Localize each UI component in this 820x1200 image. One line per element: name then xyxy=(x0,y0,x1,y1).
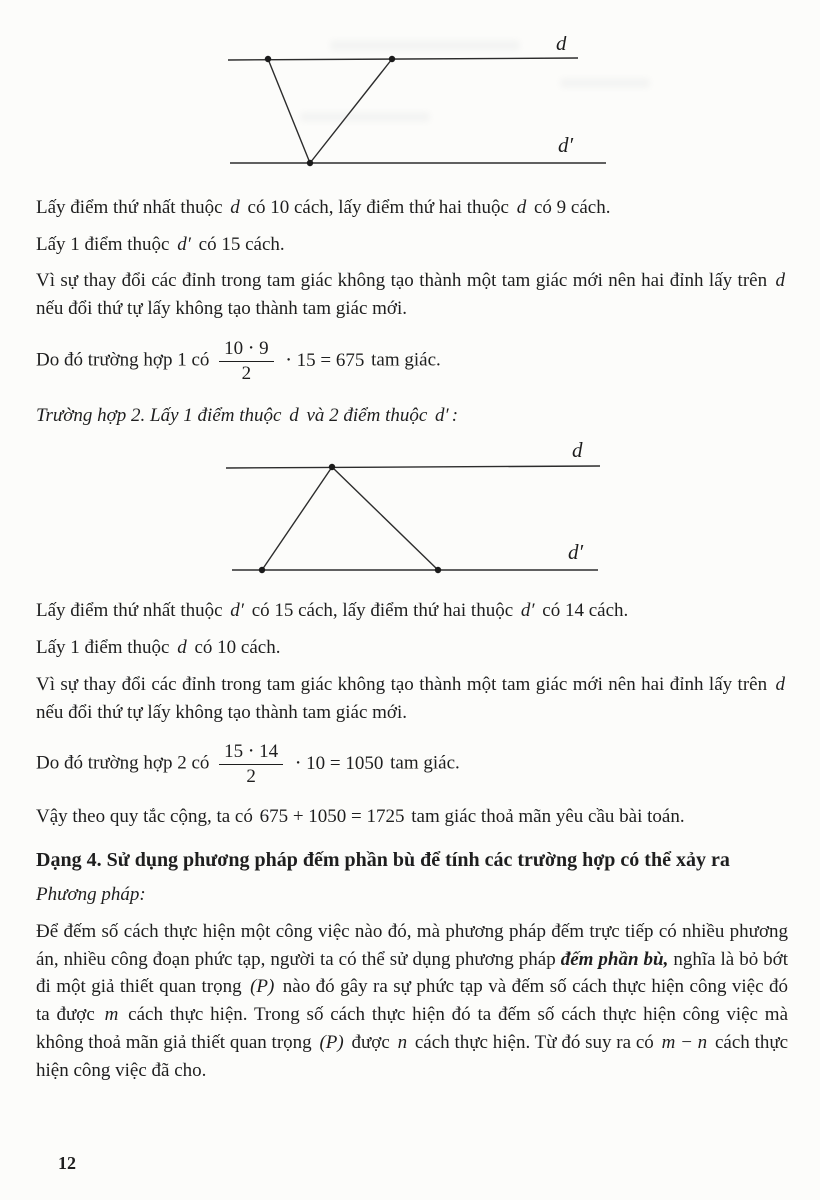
math-expression: ⋅ 15 = 675 xyxy=(285,349,365,371)
line-d-prime-label: d′ xyxy=(558,133,574,157)
text-run: Lấy 1 điểm thuộc xyxy=(36,233,170,255)
fraction xyxy=(219,741,283,788)
scan-bleed-artifact xyxy=(330,40,520,51)
case1-count xyxy=(36,336,788,387)
text-run: được xyxy=(351,1031,390,1053)
math-var: d xyxy=(177,637,187,659)
text-run: có 15 cách. xyxy=(198,233,285,255)
case2-note xyxy=(36,671,788,726)
conclusion xyxy=(36,803,788,831)
text-run: Lấy 1 điểm thuộc xyxy=(36,637,170,659)
scan-bleed-artifact xyxy=(300,112,430,122)
section-heading: Dạng 4. Sử dụng phương pháp đếm phần bù để tính các trường hợp có thể xảy ra xyxy=(36,848,730,871)
line-d-label: d xyxy=(572,441,583,463)
triangle-vertex-dot xyxy=(389,56,395,62)
text-run: tam giác thoả mãn yêu cầu bài toán. xyxy=(411,805,685,827)
text-run: Do đó trường hợp 1 có xyxy=(36,349,210,371)
math-var: d′ xyxy=(520,600,535,622)
two-parallel-lines-triangle-diagram-1 xyxy=(220,36,620,178)
text-run: tam giác. xyxy=(371,349,441,371)
text-run: Lấy điểm thứ nhất thuộc xyxy=(36,197,223,218)
case2-intro xyxy=(36,402,788,430)
fraction xyxy=(219,338,274,385)
text-run: có 10 cách. xyxy=(194,637,281,659)
case1-note xyxy=(36,267,788,322)
math-var: d′ xyxy=(230,600,244,622)
method-body xyxy=(36,918,788,1084)
math-var: d xyxy=(289,404,299,426)
text-run: Vì sự thay đổi các đỉnh trong tam giác không tạo thành một tam giác mới nên hai đỉnh lấy trên xyxy=(36,270,768,292)
method-label: Phương pháp: xyxy=(36,884,146,906)
triangle-vertex-dot xyxy=(435,567,441,573)
text-run: có 9 cách. xyxy=(533,197,611,218)
text-run: và 2 điểm thuộc xyxy=(306,404,428,426)
text-run: có 14 cách. xyxy=(542,600,629,622)
text-run: có 15 cách, lấy điểm thứ hai thuộc xyxy=(251,600,514,622)
text-run: tam giác. xyxy=(390,753,460,774)
text-run: Lấy điểm thứ nhất thuộc xyxy=(36,600,223,622)
line-d-prime-label: d′ xyxy=(568,540,584,565)
text-run: Vậy theo quy tắc cộng, ta có xyxy=(36,805,253,827)
math-var: m xyxy=(104,1004,119,1026)
math-expression: ⋅ 10 = 1050 xyxy=(294,753,384,774)
parallel-line-d xyxy=(226,466,600,468)
case2-step2 xyxy=(36,634,788,662)
text-run: Trường hợp 2. Lấy 1 điểm thuộc xyxy=(36,404,282,426)
math-var: d′ xyxy=(177,233,191,255)
triangle-edge xyxy=(262,467,332,570)
figure-case2 xyxy=(220,441,620,583)
math-var: (P) xyxy=(250,976,275,998)
case2-count xyxy=(36,739,788,790)
text-run: cách thực hiện. Từ đó suy ra có xyxy=(414,1031,654,1053)
text-run: Do đó trường hợp 2 có xyxy=(36,753,210,774)
text-run: nào đó gây ra sự phức tạp và đếm số cách thực hiện công việc đó ta được xyxy=(36,976,788,1026)
triangle-vertex-dot xyxy=(259,567,265,573)
triangle-vertex-dot xyxy=(307,160,313,166)
fraction-denominator: 2 xyxy=(246,766,256,788)
text-run: nếu đổi thứ tự lấy không tạo thành tam giác mới. xyxy=(36,298,407,320)
triangle-edge xyxy=(310,59,392,163)
case2-step1 xyxy=(36,597,788,625)
scan-bleed-artifact xyxy=(560,78,650,88)
math-var: n xyxy=(397,1031,408,1053)
triangle-vertex-dot xyxy=(329,464,335,470)
text-run: có 10 cách, lấy điểm thứ hai thuộc xyxy=(247,197,509,218)
text-run: Vì sự thay đổi các đỉnh trong tam giác không tạo thành một tam giác mới nên hai đỉnh lấy trên xyxy=(36,673,768,695)
text-run: nghĩa là bỏ bớt đi một giả thiết quan trọng xyxy=(36,948,789,998)
text-run: : xyxy=(451,404,459,426)
case1-step1 xyxy=(36,194,788,222)
math-var: (P) xyxy=(319,1031,344,1053)
case1-step2 xyxy=(36,231,788,259)
triangle-edge xyxy=(332,467,438,570)
two-parallel-lines-triangle-diagram-2 xyxy=(220,441,620,583)
triangle-edge xyxy=(268,59,310,163)
text-run: nếu đổi thứ tự lấy không tạo thành tam giác mới. xyxy=(36,701,407,723)
text-run: cách thực hiện công việc đã cho. xyxy=(36,1031,789,1081)
page-number: 12 xyxy=(58,1152,76,1173)
parallel-line-d xyxy=(228,58,578,60)
math-var: d′ xyxy=(435,404,449,426)
text-run: Để đếm số cách thực hiện một công việc nào đó, mà phương pháp đếm trực tiếp có nhiều phương án, nhiều công đoạn phức tạp, người ta có thể sử dụng phương pháp xyxy=(36,920,788,970)
math-var: d xyxy=(775,673,786,695)
fraction-numerator: 15 ⋅ 14 xyxy=(219,741,283,765)
figure-case1 xyxy=(220,36,620,178)
math-var: d xyxy=(775,270,786,292)
emphasized-term: đếm phần bù, xyxy=(560,948,669,970)
math-var: d xyxy=(516,197,527,218)
triangle-vertex-dot xyxy=(265,56,271,62)
math-var: d xyxy=(230,197,240,218)
text-run: cách thực hiện. Trong số cách thực hiện đó ta đếm số cách thực hiện công việc mà không thoả mãn giả thiết quan trọng xyxy=(36,1004,789,1053)
fraction-denominator: 2 xyxy=(241,362,252,384)
math-expression: 675 + 1050 = 1725 xyxy=(259,805,405,827)
math-var: m − n xyxy=(661,1031,708,1053)
line-d-label: d xyxy=(556,36,567,55)
fraction-numerator: 10 ⋅ 9 xyxy=(219,338,274,362)
